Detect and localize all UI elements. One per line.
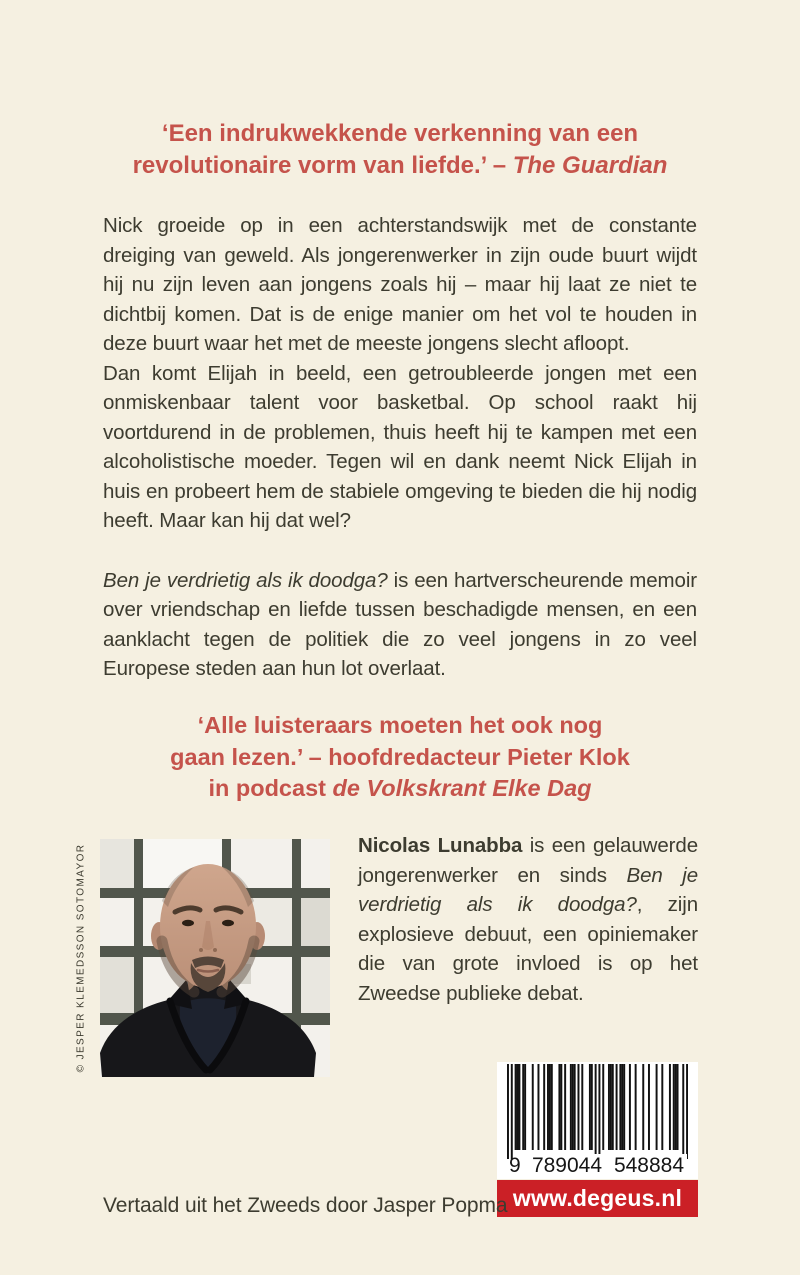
press-quote-volkskrant bbox=[100, 710, 700, 805]
press-quote-guardian bbox=[80, 118, 720, 181]
publisher-website-banner: www.degeus.nl bbox=[497, 1180, 698, 1217]
author-portrait-illustration bbox=[100, 839, 330, 1077]
bio-book-title-italic: Ben je verdrietig als ik doodga? bbox=[358, 863, 698, 917]
book-title-italic: Ben je verdrietig als ik doodga? bbox=[103, 568, 388, 592]
author-name: Nicolas Lunabba bbox=[358, 834, 523, 857]
press-quote-source: The Guardian bbox=[512, 151, 668, 179]
isbn-group-1: 789044 bbox=[529, 1154, 605, 1178]
isbn-check-digit: 9 bbox=[509, 1154, 521, 1177]
pull-quote-line-2: gaan lezen.’ – hoofdredacteur Pieter Klok bbox=[170, 743, 630, 770]
synopsis-paragraph-1: Nick groeide op in een achterstandswijk met de constante dreiging van geweld. Als jongerenwerker in zijn oude buurt wijdt hij nu zijn leven aan jongens zoals hij – maar hij laat ze niet te dichtbij komen. Dat is de enige manier om het vol te houden in deze buurt waar het met de meeste jongens slecht afloopt. bbox=[103, 214, 697, 355]
barcode-block bbox=[497, 1062, 698, 1179]
author-bio bbox=[358, 831, 698, 1009]
synopsis-paragraph-2: Dan komt Elijah in beeld, een getroubleerde jongen met een onmiskenbaar talent voor basketbal. Op school raakt hij voortdurend in de problemen, thuis heeft hij te kampen met een alcoholistische moeder. Tegen wil en dank neemt Nick Elijah in huis en probeert hem de stabiele omgeving te bieden die hij nodig heeft. Maar kan hij dat wel? bbox=[103, 361, 697, 532]
pull-quote-line-3 bbox=[100, 773, 700, 805]
pull-quote-line-3-prefix: in podcast bbox=[208, 775, 333, 801]
translation-credit: Vertaald uit het Zweeds door Jasper Popma bbox=[103, 1194, 508, 1217]
pull-quote-line-1: ‘Alle luisteraars moeten het ook nog bbox=[197, 712, 603, 738]
synopsis-paragraph-3 bbox=[103, 566, 697, 684]
bio-text-2: , zijn explosieve debuut, een opiniemaker die van grote invloed is op het Zweedse publieke debat. bbox=[358, 893, 698, 1005]
podcast-name-italic: de Volkskrant Elke Dag bbox=[332, 775, 592, 801]
isbn-group-2: 548884 bbox=[611, 1154, 687, 1178]
bio-text-1: is een gelauwerde jongerenwerker en sinds bbox=[358, 834, 698, 887]
synopsis bbox=[103, 211, 697, 684]
isbn-number bbox=[497, 1154, 698, 1178]
photo-credit bbox=[70, 839, 92, 1077]
author-photo bbox=[100, 839, 330, 1077]
barcode-bars bbox=[507, 1064, 688, 1160]
synopsis-paragraph-3-rest: is een hartverscheurende memoir over vriendschap en liefde tussen beschadigde mensen, en een aanklacht tegen de politiek die zo veel jongens in zo veel Europese steden aan hun lot overlaat. bbox=[103, 568, 697, 680]
photo-credit-text: © JESPER KLEMEDSSON SOTOMAYOR bbox=[75, 843, 87, 1073]
press-quote-text: ‘Een indrukwekkende verkenning van een revolutionaire vorm van liefde.’ – bbox=[132, 120, 639, 179]
